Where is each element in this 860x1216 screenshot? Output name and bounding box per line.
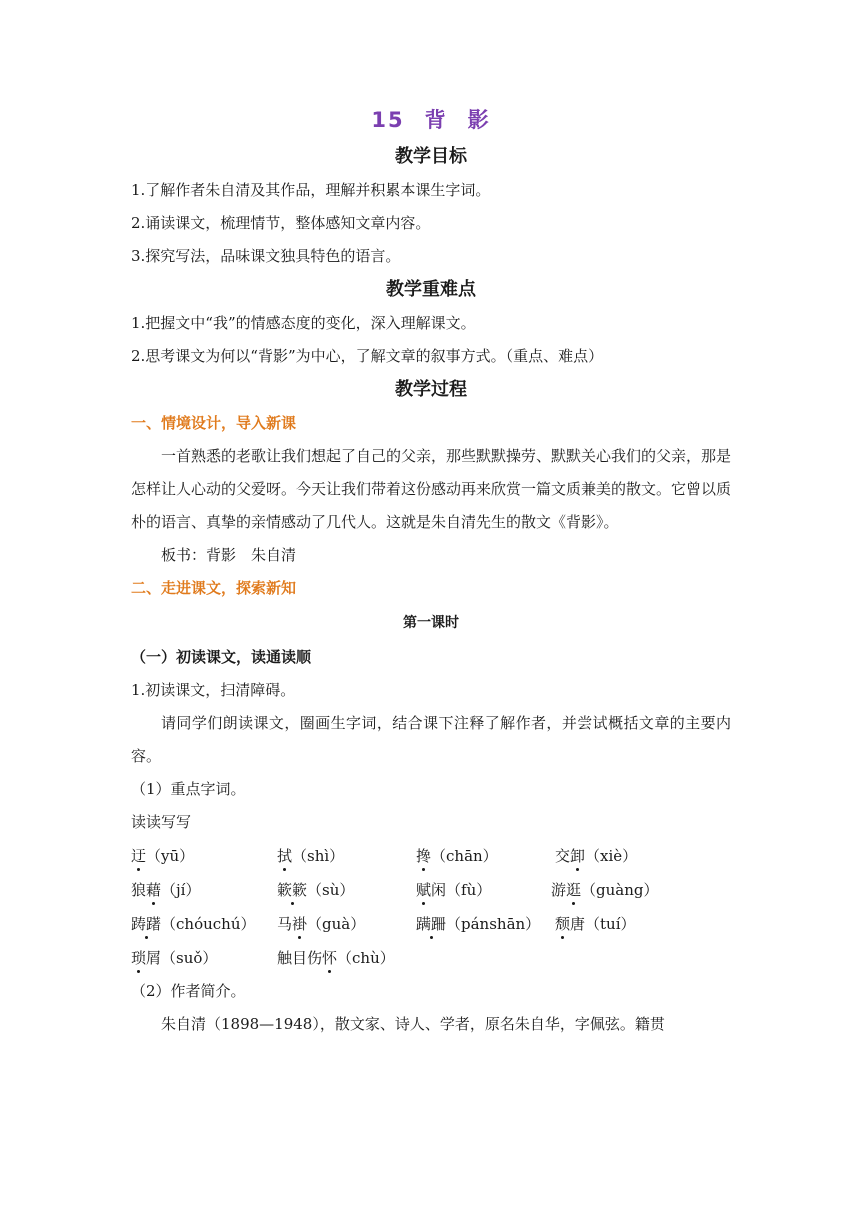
key-point-item-1: 1.把握文中“我”的情感态度的变化，深入理解课文。 — [131, 314, 476, 332]
vocab-item: 颓唐（tuí） — [555, 907, 636, 941]
key-words-label: （1）重点字词。 — [131, 780, 246, 798]
objective-item-2: 2.诵读课文，梳理情节，整体感知文章内容。 — [131, 214, 431, 232]
vocab-item: 马褂（guà） — [277, 907, 365, 941]
document-page — [131, 100, 731, 1041]
lesson-period-heading: 第一课时 — [403, 615, 459, 631]
vocab-item: 狼藉（jí） — [131, 873, 200, 907]
objective-item-1: 1.了解作者朱自清及其作品，理解并积累本课生字词。 — [131, 181, 491, 199]
vocab-row — [131, 907, 731, 941]
read-write-label: 读读写写 — [131, 813, 192, 831]
part1-paragraph: 一首熟悉的老歌让我们想起了自己的父亲，那些默默操劳、默默关心我们的父亲，那是怎样让人心动的父爱呀。今天让我们带着这份感动再来欣赏一篇文质兼美的散文。它曾以质朴的语言、真挚的亲情感动了几代人。这就是朱自清先生的散文《背影》。 — [131, 447, 732, 531]
board-writing: 板书：背影 朱自清 — [161, 546, 297, 564]
vocab-row — [131, 839, 731, 873]
author-label: （2）作者简介。 — [131, 982, 246, 1000]
part1-heading: 一、情境设计，导入新课 — [131, 414, 297, 432]
key-points-heading: 教学重难点 — [386, 279, 476, 300]
title-char-1: 背 — [424, 108, 448, 132]
vocab-item: 踌躇（chóuchú） — [131, 907, 256, 941]
process-heading: 教学过程 — [395, 379, 467, 400]
lesson-number: 15 — [371, 108, 405, 132]
vocab-item: 蹒跚（pánshān） — [416, 907, 540, 941]
document-title — [131, 100, 731, 140]
vocab-item: 搀（chān） — [416, 839, 498, 873]
objectives-heading: 教学目标 — [395, 146, 467, 167]
vocab-item: 琐屑（suǒ） — [131, 941, 217, 975]
vocab-row — [131, 873, 731, 907]
step-1: 1.初读课文，扫清障碍。 — [131, 681, 296, 699]
objective-item-3: 3.探究写法，品味课文独具特色的语言。 — [131, 247, 401, 265]
reading-instruction: 请同学们朗读课文，圈画生字词，结合课下注释了解作者，并尝试概括文章的主要内容。 — [131, 714, 731, 765]
vocab-item: 触目伤怀（chù） — [277, 941, 395, 975]
vocab-item: 游逛（guàng） — [551, 873, 659, 907]
vocab-item: 赋闲（fù） — [416, 873, 491, 907]
part2-heading: 二、走进课文，探索新知 — [131, 579, 297, 597]
vocab-item: 簌簌（sù） — [277, 873, 354, 907]
vocab-row — [131, 941, 731, 975]
sub-section-heading: （一）初读课文，读通读顺 — [131, 648, 312, 666]
key-point-item-2: 2.思考课文为何以“背影”为中心，了解文章的叙事方式。（重点、难点） — [131, 347, 604, 365]
vocab-item: 迂（yū） — [131, 839, 194, 873]
title-char-2: 影 — [467, 108, 491, 132]
vocab-table — [131, 839, 731, 975]
vocab-item: 拭（shì） — [277, 839, 344, 873]
vocab-item: 交卸（xiè） — [555, 839, 637, 873]
author-intro: 朱自清（1898—1948），散文家、诗人、学者，原名朱自华，字佩弦。籍贯 — [161, 1015, 665, 1033]
